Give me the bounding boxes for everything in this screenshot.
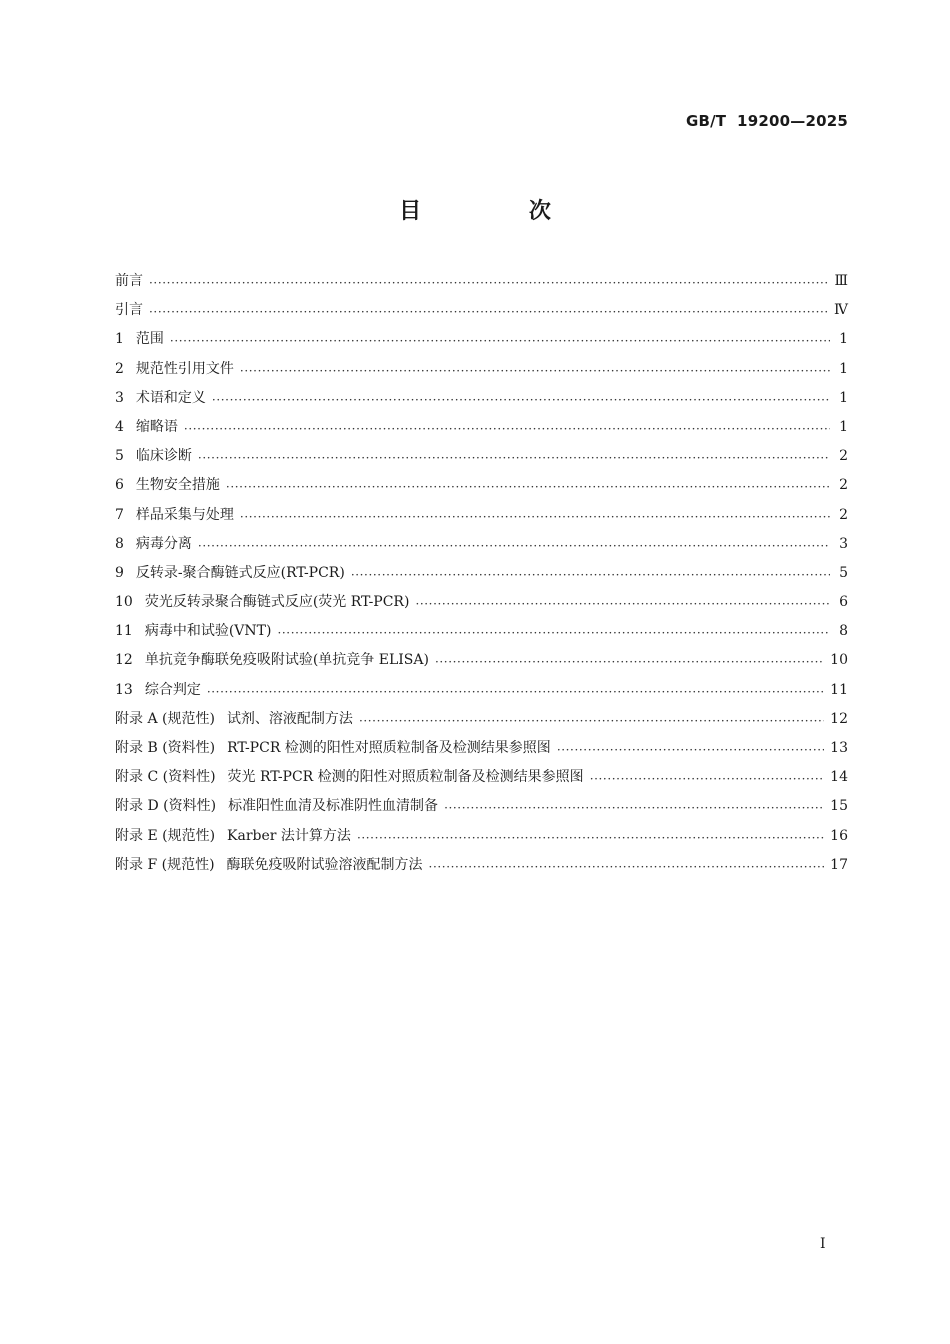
table-of-contents xyxy=(115,270,848,883)
toc-entry-number: 附录 A (规范性) xyxy=(115,710,215,727)
toc-entry-page: 2 xyxy=(839,506,848,523)
toc-entry-label: 标准阳性血清及标准阴性血清制备 xyxy=(228,798,439,815)
toc-entry[interactable] xyxy=(115,270,848,299)
toc-entry-number: 1 xyxy=(115,331,124,348)
toc-entry-number: 5 xyxy=(115,448,124,465)
toc-entry-page: 1 xyxy=(839,360,848,377)
toc-entry-number: 6 xyxy=(115,477,124,494)
toc-entry-label: 病毒中和试验(VNT) xyxy=(144,623,272,640)
toc-entry-label: 生物安全措施 xyxy=(135,477,220,494)
toc-entry-label: RT-PCR 检测的阳性对照质粒制备及检测结果参照图 xyxy=(227,740,551,756)
toc-entry-page: 3 xyxy=(839,535,848,552)
toc-dot-leader xyxy=(240,363,830,377)
toc-entry[interactable] xyxy=(115,708,848,737)
toc-entry-number: 10 xyxy=(115,594,133,611)
toc-entry-page: 14 xyxy=(830,769,848,786)
toc-entry[interactable] xyxy=(115,299,848,328)
toc-entry-number: 13 xyxy=(115,681,133,698)
toc-entry-number: 附录 B (资料性) xyxy=(115,740,216,756)
toc-entry[interactable] xyxy=(115,649,848,678)
toc-entry-label: 临床诊断 xyxy=(135,448,192,465)
toc-entry-page: 1 xyxy=(839,418,848,435)
toc-entry-number: 附录 F (规范性) xyxy=(115,856,215,873)
toc-entry-label: 试剂、溶液配制方法 xyxy=(226,710,353,727)
toc-entry-label: 缩略语 xyxy=(135,418,178,435)
toc-entry-label: 酶联免疫吸附试验溶液配制方法 xyxy=(226,856,423,873)
toc-entry-label: Karber 法计算方法 xyxy=(227,827,351,844)
toc-entry-page: 5 xyxy=(839,564,848,581)
toc-dot-leader xyxy=(444,800,824,814)
toc-entry-label: 综合判定 xyxy=(144,681,201,698)
toc-entry-page: 17 xyxy=(830,856,848,873)
toc-entry[interactable] xyxy=(115,795,848,824)
toc-entry-page: 8 xyxy=(839,623,848,640)
toc-entry[interactable] xyxy=(115,679,848,708)
toc-dot-leader xyxy=(212,392,830,406)
toc-entry[interactable] xyxy=(115,445,848,474)
toc-entry[interactable] xyxy=(115,620,848,649)
toc-entry-number: 3 xyxy=(115,389,124,406)
toc-entry[interactable] xyxy=(115,737,848,766)
toc-entry[interactable] xyxy=(115,591,848,620)
toc-entry[interactable] xyxy=(115,416,848,445)
toc-entry[interactable] xyxy=(115,854,848,883)
toc-entry[interactable] xyxy=(115,504,848,533)
toc-dot-leader xyxy=(184,421,830,435)
toc-dot-leader xyxy=(429,859,825,873)
toc-dot-leader xyxy=(590,771,824,785)
toc-entry-number: 4 xyxy=(115,418,124,435)
toc-entry-page: 1 xyxy=(839,389,848,406)
toc-entry-label: 范围 xyxy=(135,331,164,348)
toc-dot-leader xyxy=(351,567,830,581)
toc-entry-page: 6 xyxy=(839,594,848,611)
toc-entry-page: 2 xyxy=(839,448,848,465)
toc-entry-label: 术语和定义 xyxy=(135,389,206,406)
toc-dot-leader xyxy=(240,509,830,523)
toc-entry-label: 病毒分离 xyxy=(135,535,192,552)
toc-dot-leader xyxy=(149,304,828,318)
toc-entry-label: 前言 xyxy=(115,273,143,289)
toc-entry-number: 11 xyxy=(115,623,133,640)
toc-dot-leader xyxy=(359,713,824,727)
toc-dot-leader xyxy=(357,830,824,844)
toc-dot-leader xyxy=(415,596,830,610)
toc-entry[interactable] xyxy=(115,562,848,591)
toc-dot-leader xyxy=(198,538,830,552)
toc-entry-page: 10 xyxy=(830,652,848,669)
toc-entry[interactable] xyxy=(115,328,848,357)
toc-dot-leader xyxy=(557,742,824,756)
toc-dot-leader xyxy=(207,684,824,698)
toc-entry-page: 12 xyxy=(830,710,848,727)
toc-entry-number: 附录 D (资料性) xyxy=(115,798,217,815)
toc-entry-number: 2 xyxy=(115,360,124,377)
toc-entry-label: 荧光 RT-PCR 检测的阳性对照质粒制备及检测结果参照图 xyxy=(227,769,584,786)
toc-entry-page: Ⅲ xyxy=(834,273,848,289)
toc-dot-leader xyxy=(198,450,830,464)
toc-entry-page: 16 xyxy=(830,827,848,844)
toc-entry-number: 附录 E (规范性) xyxy=(115,827,216,844)
toc-entry-number: 12 xyxy=(115,652,133,669)
page-title: 目 次 xyxy=(399,199,601,224)
toc-entry-page: 11 xyxy=(830,681,848,698)
toc-entry-number: 7 xyxy=(115,506,124,523)
toc-dot-leader xyxy=(226,479,830,493)
toc-dot-leader xyxy=(435,654,824,668)
toc-entry-page: 1 xyxy=(839,331,848,348)
toc-entry-label: 荧光反转录聚合酶链式反应(荧光 RT-PCR) xyxy=(144,594,410,611)
toc-entry[interactable] xyxy=(115,825,848,854)
toc-entry-label: 样品采集与处理 xyxy=(135,506,234,523)
toc-entry-page: 15 xyxy=(830,798,848,815)
toc-entry-label: 引言 xyxy=(115,302,143,319)
toc-entry-page: 2 xyxy=(839,477,848,494)
toc-dot-leader xyxy=(277,625,830,639)
toc-entry-number: 8 xyxy=(115,535,124,552)
toc-entry-page: Ⅳ xyxy=(834,302,848,319)
toc-entry-label: 规范性引用文件 xyxy=(135,360,234,377)
toc-entry[interactable] xyxy=(115,387,848,416)
page-number: I xyxy=(820,1236,826,1252)
toc-entry-number: 附录 C (资料性) xyxy=(115,769,216,786)
toc-entry[interactable] xyxy=(115,358,848,387)
standard-code: GB/T 19200—2025 xyxy=(685,112,848,130)
toc-entry[interactable] xyxy=(115,766,848,795)
toc-entry-label: 单抗竞争酶联免疫吸附试验(单抗竞争 ELISA) xyxy=(144,652,429,669)
toc-dot-leader xyxy=(170,333,830,347)
toc-entry-page: 13 xyxy=(830,740,848,756)
toc-entry[interactable] xyxy=(115,533,848,562)
toc-entry[interactable] xyxy=(115,474,848,503)
toc-dot-leader xyxy=(149,275,828,289)
toc-entry-number: 9 xyxy=(115,564,124,581)
toc-entry-label: 反转录-聚合酶链式反应(RT-PCR) xyxy=(135,564,345,581)
